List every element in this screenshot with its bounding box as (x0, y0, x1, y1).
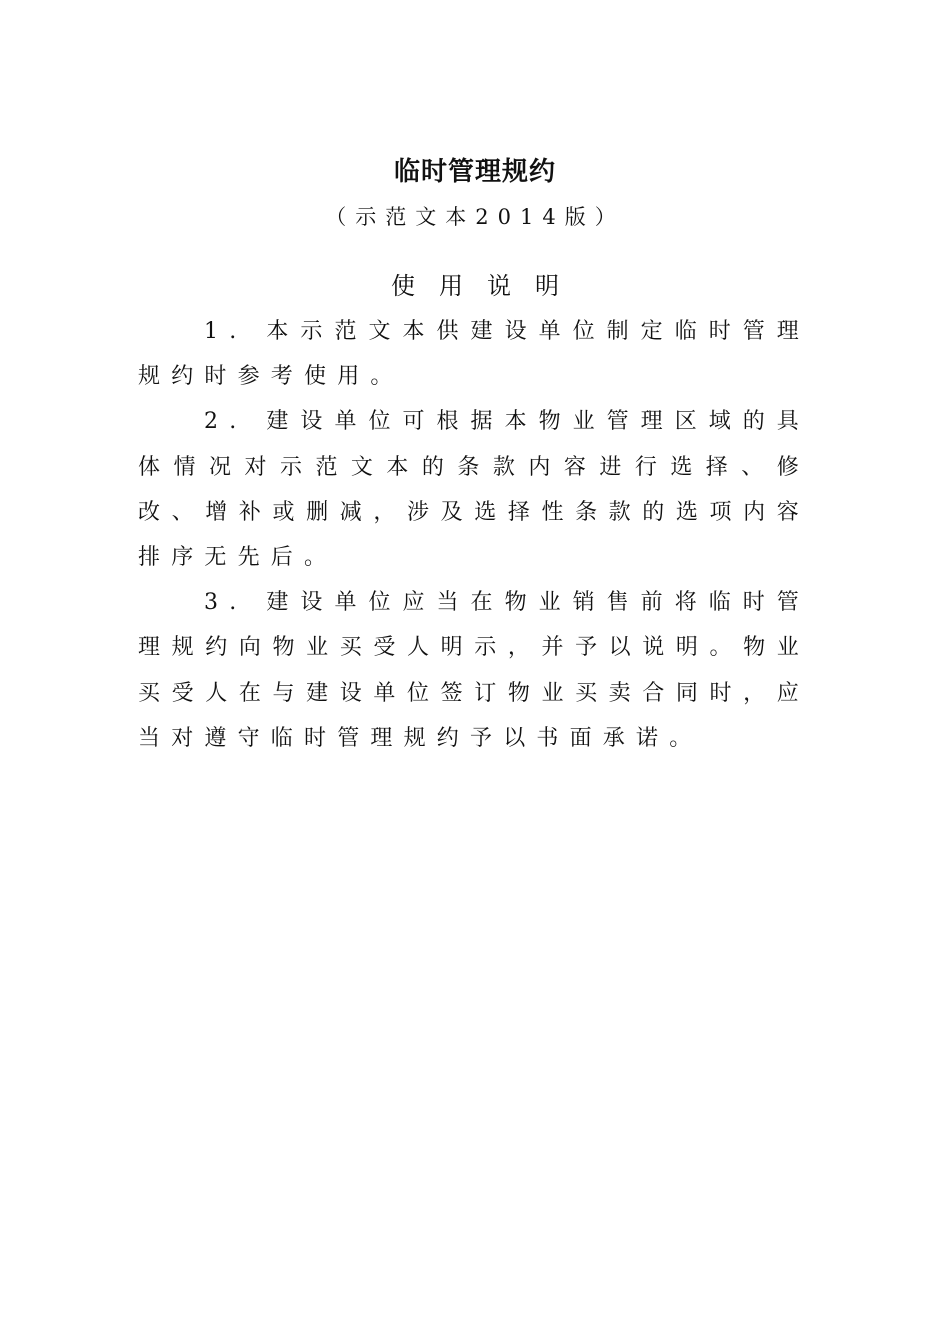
section-heading: 使用说明 (391, 272, 583, 300)
instructions-body (138, 309, 810, 761)
document-subtitle: （示范文本2014版） (325, 205, 625, 229)
document-title: 临时管理规约 (393, 157, 556, 187)
instruction-paragraph-3: 3. 建设单位应当在物业销售前将临时管理规约向物业买受人明示，并予以说明。物业买受人在与建设单位签订物业买卖合同时，应当对遵守临时管理规约予以书面承诺。 (138, 590, 810, 751)
instruction-paragraph-2: 2. 建设单位可根据本物业管理区域的具体情况对示范文本的条款内容进行选择、修改、增补或删减，涉及选择性条款的选项内容排序无先后。 (138, 409, 810, 571)
instruction-paragraph-1: 1. 本示范文本供建设单位制定临时管理规约时参考使用。 (138, 319, 810, 390)
